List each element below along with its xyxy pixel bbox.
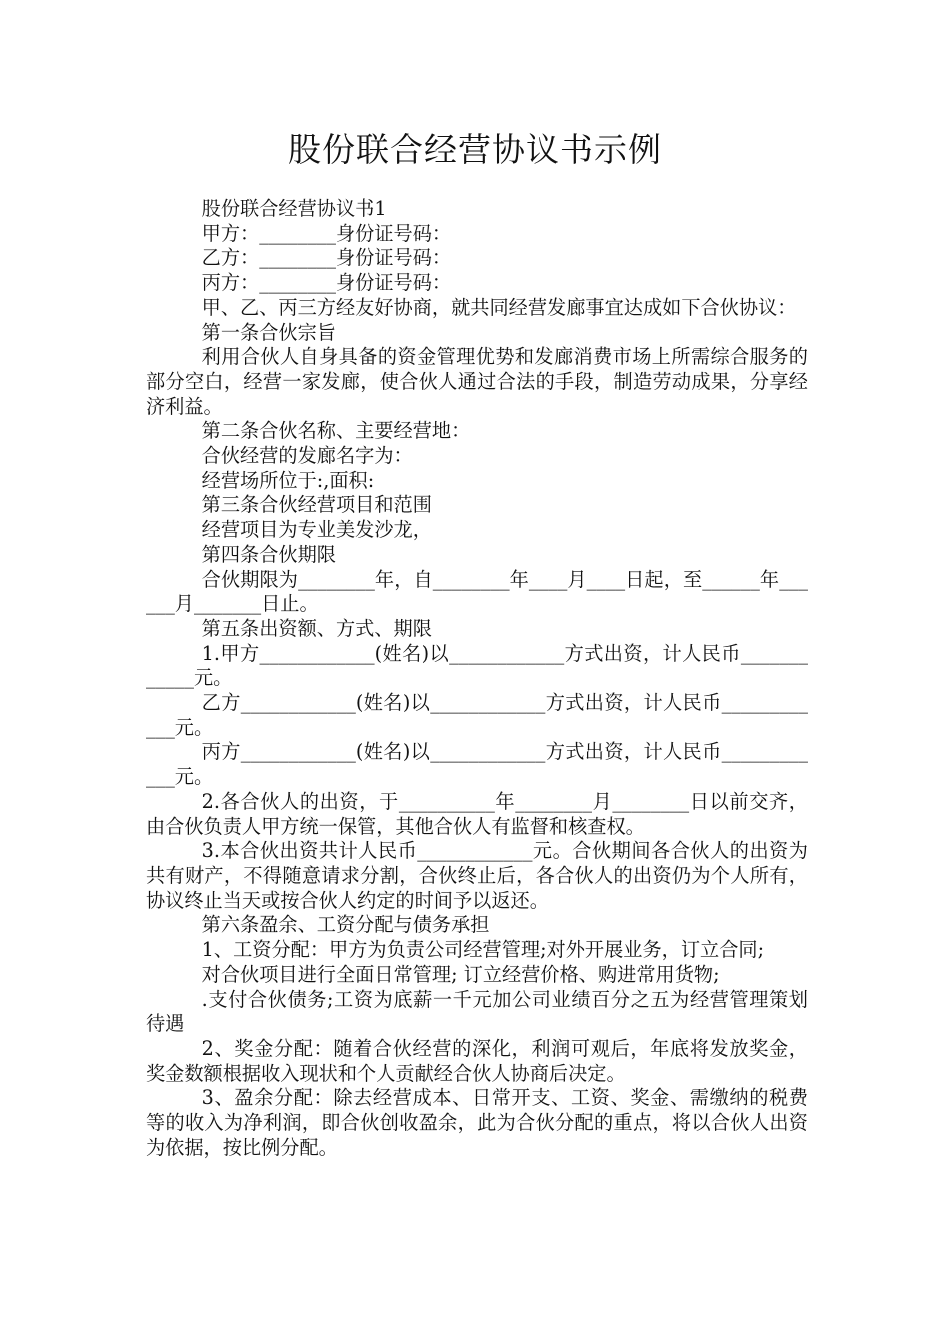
article-5-party-c-contribution: 丙方____________(姓名)以____________方式出资，计人民币____________元。 xyxy=(146,740,808,789)
article-6-item-2: 2、奖金分配：随着合伙经营的深化，利润可观后，年底将发放奖金，奖金数额根据收入现状和个人贡献经合伙人协商后决定。 xyxy=(146,1036,808,1085)
article-2-location: 经营场所位于:,面积: xyxy=(201,468,375,492)
document-body xyxy=(146,197,808,1160)
article-2-heading: 第二条合伙名称、主要经营地： xyxy=(201,419,471,443)
article-4-text: 合伙期限为________年，自________年____月____日起，至______年______月_______日止。 xyxy=(146,567,808,616)
article-1-heading: 第一条合伙宗旨 xyxy=(201,320,336,344)
article-5-heading: 第五条出资额、方式、期限 xyxy=(201,616,432,640)
article-5-party-b-contribution: 乙方____________(姓名)以____________方式出资，计人民币____________元。 xyxy=(146,691,808,739)
article-6-item-1-duties: 对合伙项目进行全面日常管理; 订立经营价格、购进常用货物; xyxy=(201,962,720,986)
paragraph-party-a: 甲方：________身份证号码： xyxy=(201,221,452,245)
article-1-text: 利用合伙人自身具备的资金管理优势和发廊消费市场上所需综合服务的部分空白，经营一家发廊，使合伙人通过合法的手段，制造劳动成果，分享经济利益。 xyxy=(146,345,808,418)
paragraph-preamble: 甲、乙、丙三方经友好协商，就共同经营发廊事宜达成如下合伙协议： xyxy=(201,295,797,319)
article-3-text: 经营项目为专业美发沙龙， xyxy=(201,518,432,542)
paragraph-party-b: 乙方：________身份证号码： xyxy=(201,246,452,270)
article-4-heading: 第四条合伙期限 xyxy=(201,542,336,566)
article-3-heading: 第三条合伙经营项目和范围 xyxy=(201,493,432,517)
article-6-heading: 第六条盈余、工资分配与债务承担 xyxy=(201,913,490,937)
paragraph-agreement-heading: 股份联合经营协议书1 xyxy=(201,197,387,220)
article-5-item-2: 2.各合伙人的出资，于__________年________月________日以前交齐，由合伙负责人甲方统一保管，其他合伙人有监督和核查权。 xyxy=(146,789,808,838)
article-6-item-1-salary: .支付合伙债务;工资为底薪一千元加公司业绩百分之五为经营管理策划待遇 xyxy=(146,987,808,1036)
article-6-item-1: 1、工资分配：甲方为负责公司经营管理;对外开展业务，订立合同; xyxy=(201,938,765,962)
article-6-item-3: 3、盈余分配：除去经营成本、日常开支、工资、奖金、需缴纳的税费等的收入为净利润，即合伙创收盈余，此为合伙分配的重点，将以合伙人出资为依据，按比例分配。 xyxy=(146,1086,808,1159)
article-2-name: 合伙经营的发廊名字为： xyxy=(201,444,413,468)
paragraph-party-c: 丙方：________身份证号码： xyxy=(201,271,452,295)
document-title: 股份联合经营协议书示例 xyxy=(288,130,662,169)
article-5-item-3: 3.本合伙出资共计人民币____________元。合伙期间各合伙人的出资为共有财产，不得随意请求分割，合伙终止后，各合伙人的出资仍为个人所有，协议终止当天或按合伙人约定的时间予以返还。 xyxy=(146,839,808,912)
article-5-party-a-contribution: 1.甲方____________(姓名)以____________方式出资，计人民币____________元。 xyxy=(146,641,808,690)
